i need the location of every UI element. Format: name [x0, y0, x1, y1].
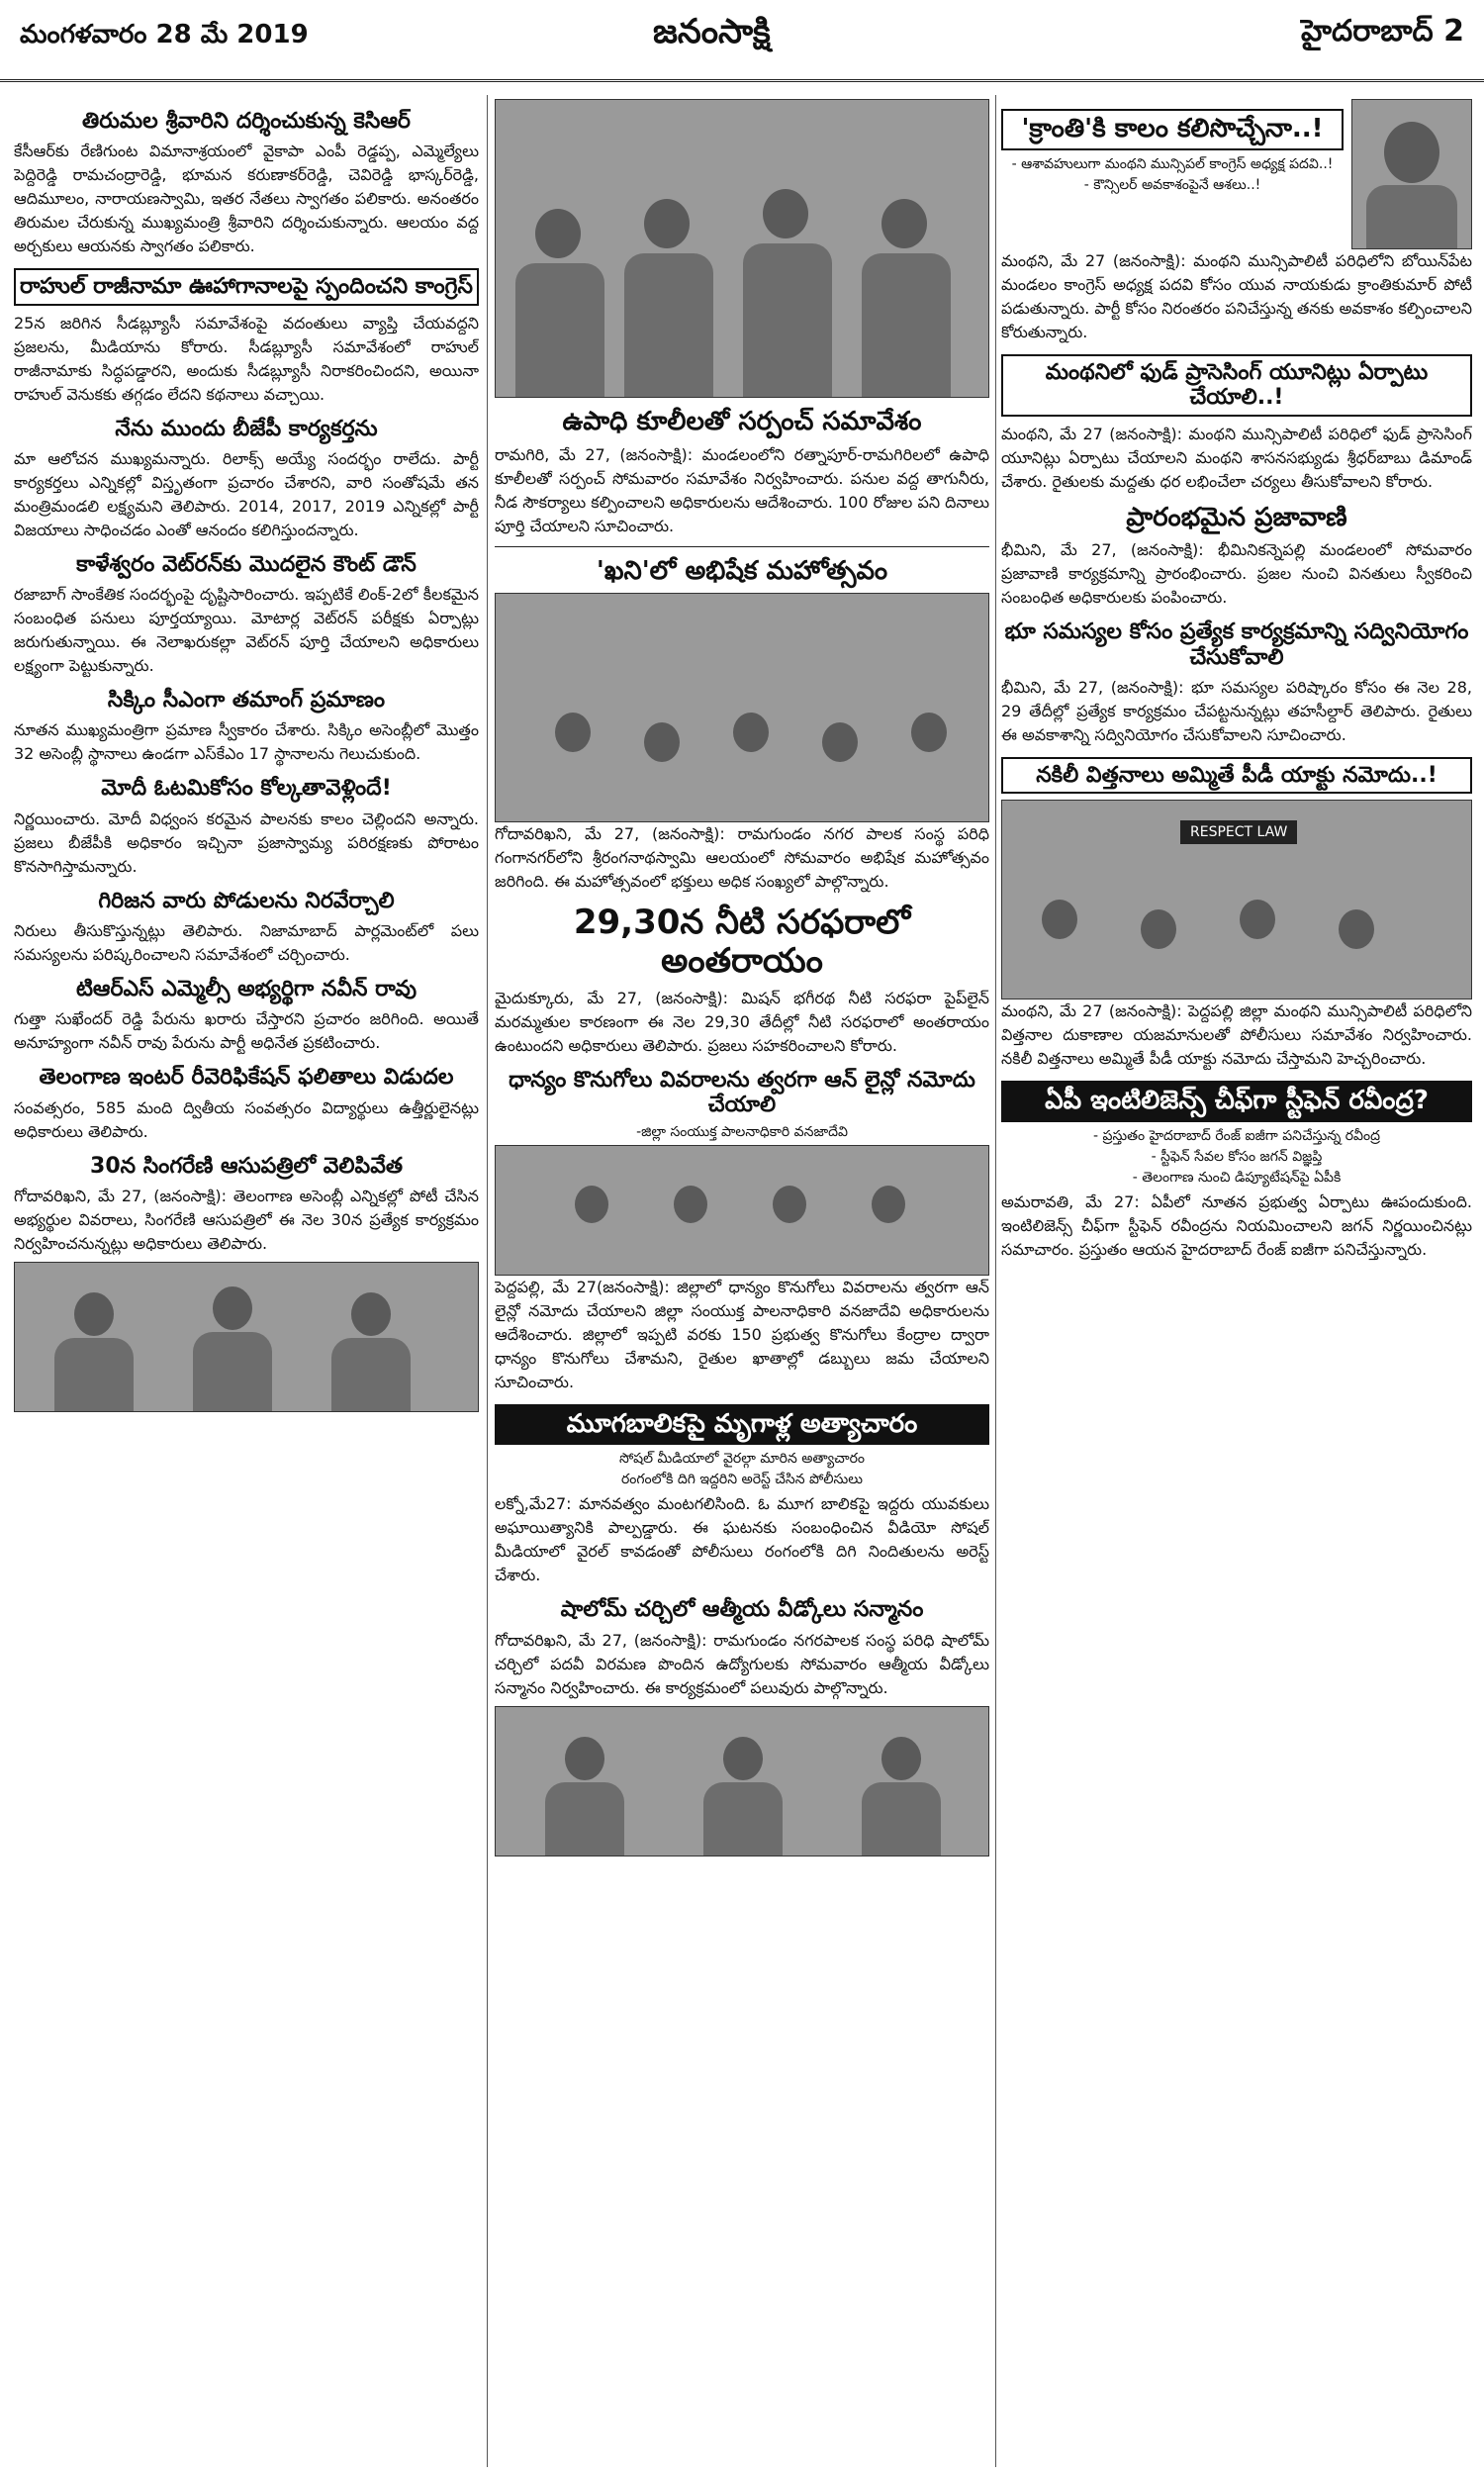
article-body: కేసీఆర్‌కు రేణిగుంట విమానాశ్రయంలో వైకాపా ఎంపీ రెడ్డప్ప, ఎమ్మెల్యేలు పెద్దిరెడ్డి రామచంద్రారెడ్డి, భూమన కరుణాకర్‌రెడ్డి, చెవిరెడ్డి భాస్కర్‌రెడ్డి, ఆదిమూలం, నారాయణస్వామి, ఇతర నేతలు స్వాగతం పలికారు. అనంతరం తిరుమల చేరుకున్న ముఖ్యమంత్రి శ్రీవారిని దర్శించుకున్నారు. ఆలయం వద్ద అర్చకులు ఆయనకు స్వాగతం పలికారు.	[14, 142, 479, 256]
headline: తెలంగాణ ఇంటర్ రీవెరిఫికేషన్ ఫలితాలు విడుదల	[39, 1065, 454, 1091]
headline: షాలోమ్ చర్చిలో ఆత్మీయ వీడ్కోలు సన్మానం	[560, 1597, 924, 1623]
headline: 'క్రాంతి'కి కాలం కలిసొచ్చేనా..!	[1001, 109, 1344, 150]
column-right	[1001, 99, 1472, 2465]
article-body: 25న జరిగిన సీడబ్ల్యూసీ సమావేశంపై వదంతులు వ్యాప్తి చేయవద్దని ప్రజలను, మీడియాను కోరారు. సీడబ్ల్యూసీ సమావేశంలో రాహుల్ రాజీనామాకు సిద్ధపడ్డారని, అందుకు సీడబ్ల్యూసీ నిరాకరించిందని, అయినా రాహుల్ వెనుకకు తగ్గడం లేదని కథనాలు వచ్చాయి.	[14, 313, 479, 404]
person-body	[624, 253, 713, 397]
article-body: సంవత్సరం, 585 మంది ద్వితీయ సంవత్సరం విద్యార్థులు ఉత్తీర్ణులైనట్లు అధికారులు తెలిపారు.	[14, 1097, 479, 1141]
headline: ఏపీ ఇంటిలిజెన్స్ చీఫ్‌గా స్టీఫెన్ రవీంద్ర?	[1001, 1081, 1472, 1122]
person-head	[822, 722, 858, 762]
article-body: పెద్దపల్లి, మే 27(జనంసాక్షి): జిల్లాలో ధాన్యం కొనుగోలు వివరాలను త్వరగా ఆన్ లైన్లో నమోదు చేయాలని జిల్లా సంయుక్త పాలనాధికారి వనజాదేవి అధికారులను ఆదేశించారు. జిల్లాలో ఇప్పటి వరకు 150 ప్రభుత్వ కొనుగోలు కేంద్రాల ద్వారా ధాన్యం కొనుగోలు చేశామని, రైతుల ఖాతాల్లో డబ్బులు జమ చేయాలని సూచించారు.	[495, 1277, 989, 1391]
article-body: గోదావరిఖని, మే 27, (జనంసాక్షి): రామగుండం నగర పాలక సంస్థ పరిధి గంగానగర్‌లోని శ్రీరంగనాథస్వామి ఆలయంలో సోమవారం అభిషేక మహోత్సవం జరిగింది. ఈ మహోత్సవంలో భక్తులు అధిక సంఖ్యలో పాల్గొన్నారు.	[495, 823, 989, 891]
person-head	[733, 713, 769, 752]
article-body: గుత్తా సుఖేందర్ రెడ్డి పేరును ఖరారు చేస్తారని ప్రచారం జరిగింది. అయితే అనూహ్యంగా నవీన్ రావు పేరును పార్టీ అధినేత ప్రకటించారు.	[14, 1009, 479, 1053]
person-head	[74, 1292, 114, 1336]
portrait-photo	[1351, 99, 1472, 249]
article-body: రామగిరి, మే 27, (జనంసాక్షి): మండలంలోని రత్నాపూర్-రామగిరిలలో ఉపాధి కూలీలతో సర్పంచ్ సోమవారం సమావేశం నిర్వహించారు. పనుల వద్ద తాగునీరు, నీడ సౌకర్యాలు కల్పించాలని అధికారులను ఆదేశించారు. 100 రోజుల పని దినాలు పూర్తి చేయాలని సూచించారు.	[495, 444, 989, 535]
headline: మూగబాలికపై మృగాళ్ల అత్యాచారం	[495, 1404, 989, 1446]
headline: ప్రారంభమైన ప్రజావాణి	[1126, 502, 1347, 532]
column-left	[14, 99, 479, 2465]
article-body: మైదుక్కూరు, మే 27, (జనంసాక్షి): మిషన్ భగీరథ నీటి సరఫరా పైప్‌లైన్ మరమ్మతుల కారణంగా ఈ నెల 29,30 తేదీల్లో నీటి సరఫరాలో అంతరాయం ఉంటుందని అధికారులు తెలిపారు. ప్రజలు సహకరించాలని కోరారు.	[495, 988, 989, 1055]
article-body: నిరులు తీసుకొస్తున్నట్లు తెలిపారు. నిజామాబాద్ పార్లమెంట్‌లో పలు సమస్యలను పరిష్కరించాలని సమావేశంలో చర్చించారు.	[14, 921, 479, 965]
person-head	[674, 1186, 707, 1223]
column-divider	[995, 95, 996, 2467]
column-middle	[495, 99, 989, 2465]
news-photo	[14, 1262, 479, 1412]
person-head	[872, 1186, 905, 1223]
article-body: అమరావతి, మే 27: ఏపీలో నూతన ప్రభుత్వ ఏర్పాటు ఊపందుకుంది. ఇంటిలిజెన్స్ చీఫ్‌గా స్టీఫెన్ రవీంద్రను నియమించాలని జగన్ నిర్ణయించినట్లు సమాచారం. ప్రస్తుతం ఆయన హైదరాబాద్ రేంజ్ ఐజీగా పనిచేస్తున్నారు.	[1001, 1192, 1472, 1260]
person-body	[193, 1332, 272, 1411]
masthead	[0, 0, 1484, 82]
person-body	[743, 243, 832, 397]
person-head	[1240, 900, 1275, 939]
lead-story-titles	[1001, 99, 1344, 249]
news-photo	[495, 99, 989, 398]
article-body: లక్నో,మే27: మానవత్వం మంటగలిసింది. ఓ మూగ బాలికపై ఇద్దరు యువకులు అఘాయిత్యానికి పాల్పడ్డారు. ఈ ఘటనకు సంబంధించిన వీడియో సోషల్ మీడియాలో వైరల్ కావడంతో పోలీసులు రంగంలోకి దిగి నిందితులను అరెస్ట్ చేశారు.	[495, 1494, 989, 1585]
person-head	[763, 189, 808, 238]
headline: రాహుల్ రాజీనామా ఊహాగానాలపై స్పందించని కాంగ్రెస్	[14, 268, 479, 305]
headline: నకిలీ విత్తనాలు అమ్మితే పీడీ యాక్టు నమోదు..!	[1001, 757, 1472, 794]
person-head	[1339, 909, 1374, 949]
article-body: మంథని, మే 27 (జనంసాక్షి): పెద్దపల్లి జిల్లా మంథని మున్సిపాలిటీ పరిధిలోని విత్తనాల దుకాణాల యజమానులతో పోలీసులు సమావేశం నిర్వహించారు. నకిలీ విత్తనాలు అమ్మితే పీడీ యాక్టు నమోదు చేస్తామని హెచ్చరించారు.	[1001, 1001, 1472, 1069]
person-body	[331, 1338, 411, 1411]
subheadline: - ఆశావహులుగా మంథని మున్సిపల్ కాంగ్రెస్ అధ్యక్ష పదవి..!	[1011, 155, 1334, 172]
news-photo	[1001, 800, 1472, 1000]
edition-page: హైదరాబాద్ 2	[1301, 14, 1464, 48]
person-head	[555, 713, 591, 752]
person-head	[644, 722, 680, 762]
article-body: భీమిని, మే 27, (జనంసాక్షి): భీమినికన్నెపల్లి మండలంలో సోమవారం ప్రజావాణి కార్యక్రమాన్ని ప్రారంభించారు. ప్రజల నుంచి వినతులు స్వీకరించి సంబంధిత అధికారులకు పంపించారు.	[1001, 540, 1472, 608]
headline: ధాన్యం కొనుగోలు వివరాలను త్వరగా ఆన్ లైన్లో నమోదు చేయాలి	[509, 1067, 975, 1118]
article-body: మంథని, మే 27 (జనంసాక్షి): మంథని మున్సిపాలిటీ పరిధిలోని బోయిన్‌పేట మండలం కాంగ్రెస్ అధ్యక్ష పదవి కోసం యువ నాయకుడు క్రాంతికుమార్ పోటీ పడుతున్నారు. పార్టీ కోసం నిరంతరం పనిచేస్తున్న తనకు అవకాశం కల్పించాలని కోరుతున్నారు.	[1001, 251, 1472, 341]
person-body	[54, 1338, 134, 1411]
news-photo	[495, 1145, 989, 1276]
person-body	[1366, 185, 1457, 248]
article-body: గోదావరిఖని, మే 27, (జనంసాక్షి): రామగుండం నగరపాలక సంస్థ పరిధి షాలోమ్ చర్చిలో పదవీ విరమణ పొందిన ఉద్యోగులకు సోమవారం ఆత్మీయ వీడ్కోలు సన్మానం నిర్వహించారు. ఈ కార్యక్రమంలో పలువురు పాల్గొన్నారు.	[495, 1630, 989, 1697]
headline: 'ఖని'లో అభిషేక మహోత్సవం	[596, 555, 888, 586]
headline: నేను ముందు బీజేపీ కార్యకర్తను	[115, 416, 378, 441]
person-body	[862, 1782, 941, 1856]
person-body	[862, 253, 951, 397]
person-head	[1384, 122, 1439, 183]
person-head	[773, 1186, 806, 1223]
person-head	[644, 199, 690, 248]
person-head	[565, 1737, 604, 1780]
issue-date: మంగళవారం 28 మే 2019	[20, 20, 309, 49]
article-body: రజాబాగ్ సాంకేతిక సందర్భంపై దృష్టిసారించారు. ఇప్పటికే లింక్-2లో కీలకమైన సంబంధిత పనులు పూర్తయ్యాయి. మోటార్ల వెట్‌రన్ పరీక్షకు ఏర్పాట్లు జరుగుతున్నాయి. ఈ నెలాఖరుకల్లా వెట్‌రన్ పూర్తి చేయాలని అధికారులు లక్ష్యంగా పెట్టుకున్నారు.	[14, 585, 479, 676]
subheadline: - తెలంగాణ నుంచి డిప్యూటేషన్‌పై ఏపీకి	[1132, 1170, 1342, 1187]
person-body	[515, 263, 604, 397]
headline: భూ సమస్యల కోసం ప్రత్యేక కార్యక్రమాన్ని సద్వినియోగం చేసుకోవాలి	[1004, 619, 1469, 670]
person-head	[723, 1737, 763, 1780]
subheadline: రంగంలోకి దిగి ఇద్దరిని అరెస్ట్ చేసిన పోలీసులు	[621, 1472, 863, 1488]
headline: 30న సింగరేణి ఆసుపత్రిలో వెలిపివేత	[90, 1153, 403, 1179]
headline: తిరుమల శ్రీవారిని దర్శించుకున్న కెసిఆర్	[82, 109, 411, 134]
headline: మంథనిలో ఫుడ్ ప్రాసెసింగ్ యూనిట్లు ఏర్పాటు చేయాలి..!	[1001, 354, 1472, 417]
person-body	[545, 1782, 624, 1856]
news-photo	[495, 593, 989, 822]
article-body: మా ఆలోచన ముఖ్యమన్నారు. రిలాక్స్ అయ్యే సందర్భం రాలేదు. పార్టీ కార్యకర్తలు ఎన్నికల్లో విస్తృతంగా ప్రచారం చేశారని, వారి సంతోషమే తన మంత్రిమండలి లక్ష్యమని తెలిపారు. 2014, 2017, 2019 ఎన్నికల్లో పార్టీ విజయాలు సాధించడం ఎంతో ఆనందం కలిగిస్తుందన్నారు.	[14, 448, 479, 539]
article-body: గోదావరిఖని, మే 27, (జనంసాక్షి): తెలంగాణ అసెంబ్లీ ఎన్నికల్లో పోటీ చేసిన అభ్యర్థుల వివరాలు, సింగరేణి ఆసుపత్రిలో ఈ నెల 30న ప్రత్యేక కార్యక్రమం నిర్వహించనున్నట్లు అధికారులు తెలిపారు.	[14, 1186, 479, 1253]
newspaper-name: జనంసాక్షి	[653, 12, 771, 51]
article-body: మంథని, మే 27 (జనంసాక్షి): మంథని మున్సిపాలిటీ పరిధిలో ఫుడ్ ప్రాసెసింగ్ యూనిట్లు ఏర్పాటు చేయాలని మంథని శాసనసభ్యుడు శ్రీధర్‌బాబు డిమాండ్ చేశారు. రైతులకు మద్దతు ధర లభించేలా చర్యలు తీసుకోవాలని కోరారు.	[1001, 424, 1472, 491]
subheadline: సోషల్ మీడియాలో వైరల్గా మారిన అత్యాచారం	[618, 1451, 865, 1468]
subheadline: - కౌన్సిలర్ అవకాశంపైనే ఆశలు..!	[1083, 176, 1261, 193]
headline: టిఆర్ఎస్ ఎమ్మెల్సీ అభ్యర్థిగా నవీన్ రావు	[75, 977, 417, 1002]
person-head	[881, 1737, 921, 1780]
person-head	[351, 1292, 391, 1336]
article-body: నిర్ణయించారు. మోదీ విధ్వంస కరమైన పాలనకు కాలం చెల్లిందని అన్నారు. ప్రజలు బీజేపీకి అధికారం ఇచ్చినా ప్రజాస్వామ్య పరిరక్షణకు పోరాటం కొనసాగిస్తామన్నారు.	[14, 809, 479, 876]
article-body: భీమిని, మే 27, (జనంసాక్షి): భూ సమస్యల పరిష్కారం కోసం ఈ నెల 28, 29 తేదీల్లో ప్రత్యేక కార్యక్రమం చేపట్టనున్నట్లు తహసీల్దార్ తెలిపారు. రైతులు ఈ అవకాశాన్ని సద్వినియోగం చేసుకోవాలని సూచించారు.	[1001, 678, 1472, 745]
person-head	[1141, 909, 1176, 949]
banner-text: RESPECT LAW	[1180, 820, 1297, 844]
divider	[495, 546, 989, 547]
subheadline: - స్టీఫెన్ సేవల కోసం జగన్ విజ్ఞప్తి	[1151, 1149, 1323, 1166]
headline: ఉపాధి కూలీలతో సర్పంచ్ సమావేశం	[562, 407, 922, 436]
news-photo	[495, 1706, 989, 1856]
lead-story-header	[1001, 99, 1472, 249]
person-head	[535, 209, 581, 258]
headline: గిరిజన వారు పోడులను నిరవేర్చాలి	[98, 888, 395, 913]
person-head	[575, 1186, 608, 1223]
headline: 29,30న నీటి సరఫరాలో అంతరాయం	[573, 902, 911, 981]
subheadline: - ప్రస్తుతం హైదరాబాద్ రేంజ్ ఐజీగా పనిచేస్తున్న రవీంద్ర	[1093, 1128, 1380, 1145]
subheadline: -జిల్లా సంయుక్త పాలనాధికారి వనజాదేవి	[636, 1123, 848, 1140]
article-body: నూతన ముఖ్యమంత్రిగా ప్రమాణ స్వీకారం చేశారు. సిక్కిం అసెంబ్లీలో మొత్తం 32 అసెంబ్లీ స్థానాలు ఉండగా ఎస్‌కేఎం 17 స్థానాలను గెలుచుకుంది.	[14, 720, 479, 764]
headline: మోదీ ఓటమికోసం కోల్కతావెళ్లిందే!	[101, 776, 392, 802]
person-head	[213, 1286, 252, 1330]
person-head	[881, 199, 927, 248]
column-divider	[487, 95, 488, 2467]
headline: సిక్కిం సీఎంగా తమాంగ్ ప్రమాణం	[107, 688, 386, 714]
person-head	[911, 713, 947, 752]
person-head	[1042, 900, 1077, 939]
headline: కాళేశ్వరం వెట్‌రన్‌కు మొదలైన కౌంట్ డౌన్	[76, 551, 417, 577]
person-body	[703, 1782, 783, 1856]
